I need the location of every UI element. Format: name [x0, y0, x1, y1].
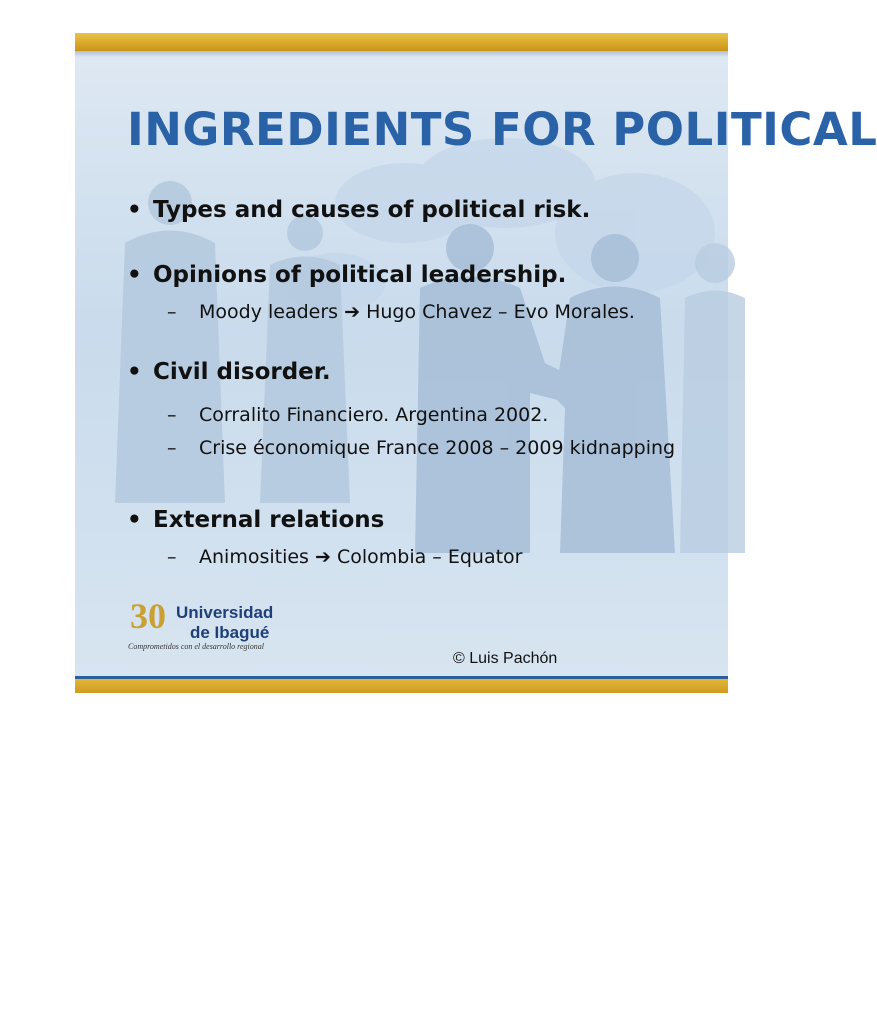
sub-bullet-item [167, 437, 675, 459]
bullet-item [127, 507, 384, 533]
dash-marker: – [167, 301, 177, 323]
logo-motto: Comprometidos con el desarrollo regional [128, 642, 264, 651]
bullet-item [127, 262, 566, 288]
sub-bullet-item [167, 404, 548, 426]
logo-name-line1: Universidad [176, 603, 274, 622]
bottom-gold-bar [75, 679, 728, 693]
bullet-item [127, 359, 331, 385]
slide [75, 33, 877, 693]
sub-bullet-item [167, 301, 635, 323]
slide-title: INGREDIENTS FOR POLITICAL [127, 103, 877, 156]
sub-bullet-item [167, 546, 522, 568]
dash-marker: – [167, 404, 177, 426]
bullet-text: Civil disorder. [153, 359, 331, 385]
bullet-marker: • [127, 359, 142, 385]
sub-bullet-text: Moody leaders [199, 301, 339, 323]
university-logo [128, 598, 288, 658]
arrow-icon: ➔ [315, 546, 331, 568]
bullet-marker: • [127, 507, 142, 533]
sub-bullet-text: Corralito Financiero. Argentina 2002. [199, 404, 549, 426]
footer-credit: © Luis Pachón [453, 650, 558, 667]
dash-marker: – [167, 546, 177, 568]
arrow-icon: ➔ [344, 301, 361, 323]
logo-anniversary-number: 30 [130, 596, 166, 636]
sub-bullet-text: Colombia – Equator [336, 546, 523, 568]
bullet-text: Types and causes of political risk. [153, 197, 591, 223]
sub-bullet-text: Animosities [199, 546, 309, 568]
logo-name-line2: de Ibagué [190, 623, 270, 642]
sub-bullet-text: Crise économique France 2008 – 2009 kidnapping [199, 437, 676, 459]
dash-marker: – [167, 437, 177, 459]
sub-bullet-text: Hugo Chavez – Evo Morales. [366, 301, 635, 323]
bullet-marker: • [127, 262, 142, 288]
bullet-marker: • [127, 197, 142, 223]
bullet-text: Opinions of political leadership. [153, 262, 567, 288]
logo-university-name [176, 603, 273, 643]
bullet-item [127, 197, 590, 223]
bullet-text: External relations [153, 507, 385, 533]
